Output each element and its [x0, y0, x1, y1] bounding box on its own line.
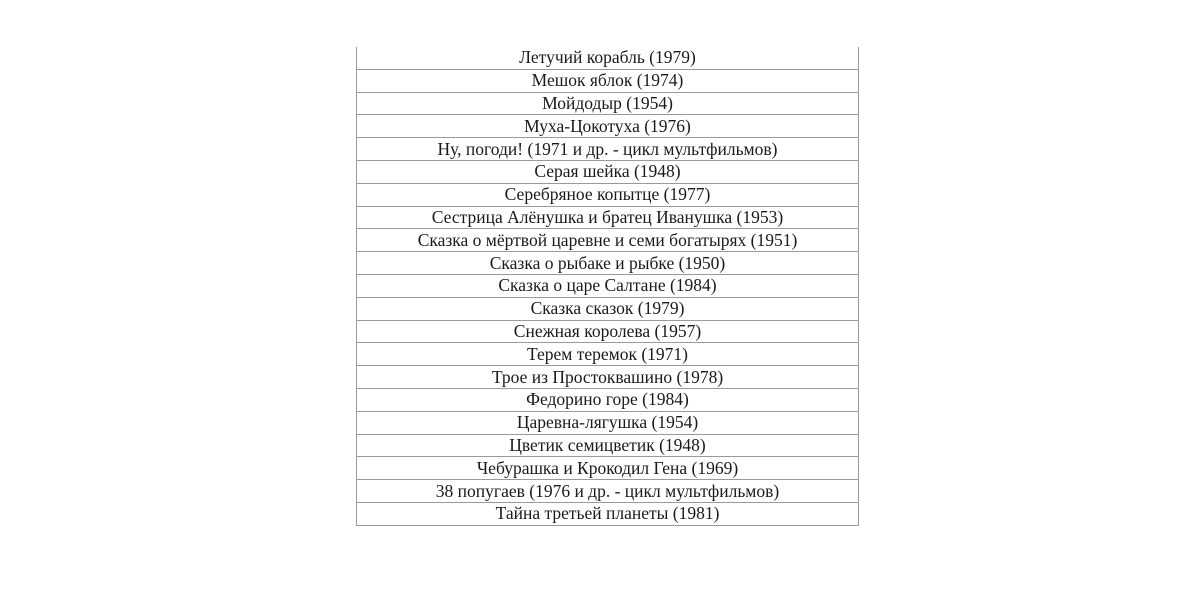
- table-row: [357, 206, 859, 229]
- table-row: [357, 252, 859, 275]
- table-body: [357, 47, 859, 525]
- table-cell-title: Сестрица Алёнушка и братец Иванушка (1953): [357, 206, 859, 229]
- table-row: [357, 183, 859, 206]
- table-cell-title: Серая шейка (1948): [357, 160, 859, 183]
- table-row: [357, 388, 859, 411]
- table-cell-title: Летучий корабль (1979): [357, 47, 859, 69]
- table-cell-title: Серебряное копытце (1977): [357, 183, 859, 206]
- table-row: [357, 366, 859, 389]
- table-cell-title: Муха-Цокотуха (1976): [357, 115, 859, 138]
- table-row: [357, 297, 859, 320]
- table-cell-title: Чебурашка и Крокодил Гена (1969): [357, 457, 859, 480]
- table-cell-title: Сказка о царе Салтане (1984): [357, 274, 859, 297]
- table-row: [357, 229, 859, 252]
- cartoon-list-table: [356, 47, 859, 526]
- table-cell-title: Федорино горе (1984): [357, 388, 859, 411]
- table-row: [357, 457, 859, 480]
- table-container: [356, 47, 859, 526]
- table-row: [357, 320, 859, 343]
- table-cell-title: Сказка о рыбаке и рыбке (1950): [357, 252, 859, 275]
- table-cell-title: Ну, погоди! (1971 и др. - цикл мультфильмов): [357, 138, 859, 161]
- table-cell-title: Трое из Простоквашино (1978): [357, 366, 859, 389]
- table-row: [357, 274, 859, 297]
- table-row: [357, 69, 859, 92]
- table-cell-title: Царевна-лягушка (1954): [357, 411, 859, 434]
- table-row: [357, 411, 859, 434]
- table-row: [357, 115, 859, 138]
- table-row: [357, 138, 859, 161]
- table-cell-title: Мойдодыр (1954): [357, 92, 859, 115]
- table-cell-title: Тайна третьей планеты (1981): [357, 502, 859, 525]
- table-row: [357, 47, 859, 69]
- table-row: [357, 434, 859, 457]
- table-row: [357, 92, 859, 115]
- table-cell-title: Цветик семицветик (1948): [357, 434, 859, 457]
- table-cell-title: Сказка сказок (1979): [357, 297, 859, 320]
- table-row: [357, 343, 859, 366]
- table-cell-title: Сказка о мёртвой царевне и семи богатырях (1951): [357, 229, 859, 252]
- table-cell-title: Терем теремок (1971): [357, 343, 859, 366]
- table-row: [357, 502, 859, 525]
- table-row: [357, 480, 859, 503]
- table-row: [357, 160, 859, 183]
- table-cell-title: Мешок яблок (1974): [357, 69, 859, 92]
- table-cell-title: Снежная королева (1957): [357, 320, 859, 343]
- table-cell-title: 38 попугаев (1976 и др. - цикл мультфильмов): [357, 480, 859, 503]
